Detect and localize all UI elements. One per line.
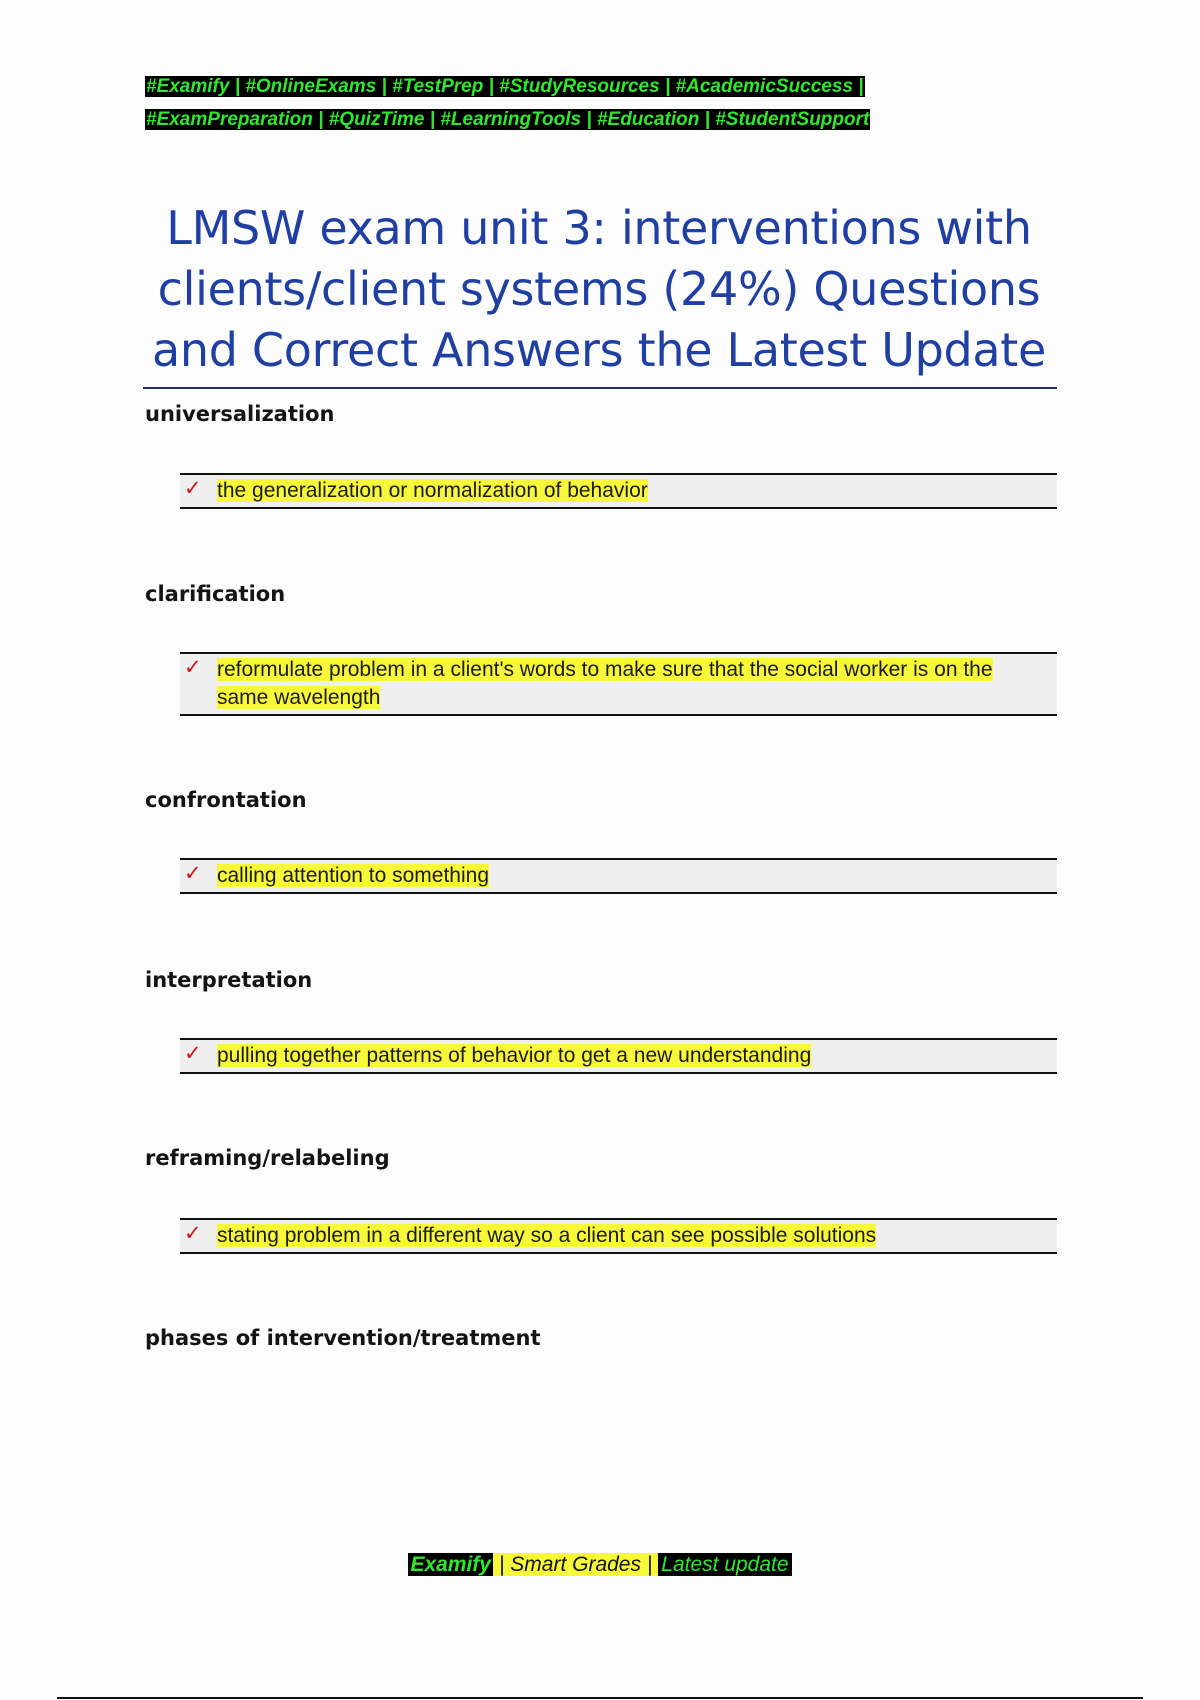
answer-text: the generalization or normalization of behavior [217, 479, 648, 502]
header-tags-line-2: #ExamPreparation | #QuizTime | #LearningTools | #Education | #StudentSupport [146, 109, 870, 130]
answer-box [180, 858, 1057, 894]
checkmark-icon: ✓ [184, 1042, 202, 1065]
header-tags [145, 70, 1055, 136]
page-title: LMSW exam unit 3: interventions with clients/client systems (24%) Questions and Correct Answers the Latest Update [151, 201, 1047, 377]
checkmark-icon: ✓ [184, 1222, 202, 1245]
answer-box [180, 1218, 1057, 1254]
answer-box [180, 473, 1057, 509]
answer-text: calling attention to something [217, 864, 490, 887]
footer [0, 1553, 1200, 1577]
answer-box [180, 1038, 1057, 1074]
term-clarification: clarification [145, 582, 286, 606]
title-divider [143, 387, 1057, 389]
header-tags-line-1: #Examify | #OnlineExams | #TestPrep | #StudyResources | #AcademicSuccess | [146, 76, 864, 97]
checkmark-icon: ✓ [184, 862, 202, 885]
term-universalization: universalization [145, 402, 335, 426]
footer-brand: Examify [410, 1553, 491, 1576]
answer-text: stating problem in a different way so a client can see possible solutions [217, 1224, 877, 1247]
answer-text: pulling together patterns of behavior to get a new understanding [217, 1044, 812, 1067]
term-interpretation: interpretation [145, 968, 313, 992]
answer-text: reformulate problem in a client's words to make sure that the social worker is on the same wavelength [217, 658, 993, 709]
term-phases-of-intervention: phases of intervention/treatment [145, 1326, 541, 1350]
answer-box [180, 652, 1057, 716]
checkmark-icon: ✓ [184, 477, 202, 500]
term-confrontation: confrontation [145, 788, 307, 812]
footer-latest-update: Latest update [658, 1553, 791, 1576]
term-reframing-relabeling: reframing/relabeling [145, 1146, 390, 1170]
checkmark-icon: ✓ [184, 656, 202, 679]
bottom-divider [57, 1697, 1143, 1699]
footer-smart-grades: | Smart Grades | [493, 1553, 658, 1576]
